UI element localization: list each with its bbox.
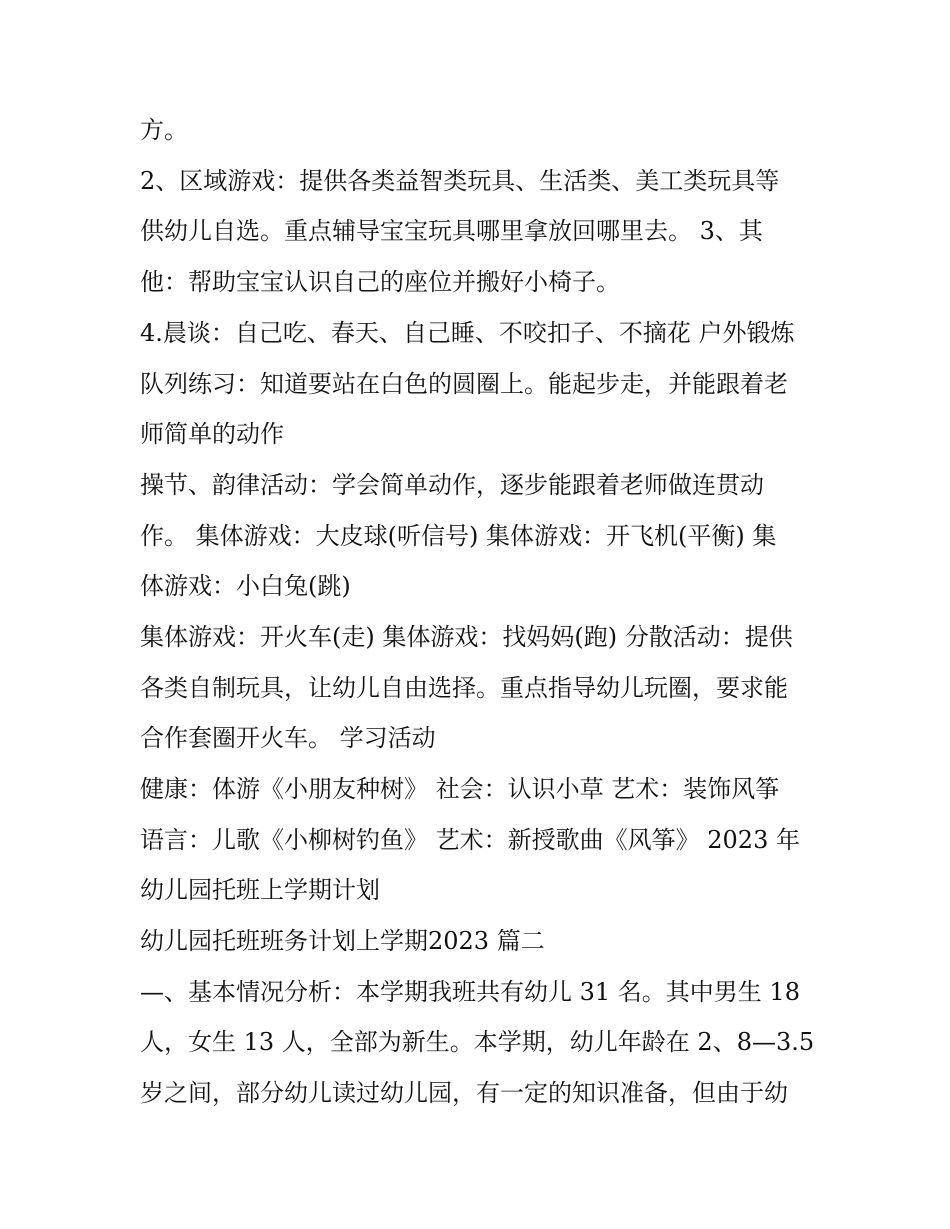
text-line: 集体游戏：开火车(走) 集体游戏：找妈妈(跑) 分散活动：提供 [140, 623, 793, 651]
text-line: 合作套圈开火车。 学习活动 [140, 724, 436, 752]
text-line: 队列练习：知道要站在白色的圆圈上。能起步走，并能跟着老 [140, 370, 788, 398]
text-line: 操节、韵律活动：学会简单动作，逐步能跟着老师做连贯动 [140, 471, 764, 499]
text-line: 师简单的动作 [140, 420, 284, 448]
text-line: 幼儿园托班上学期计划 [140, 876, 380, 904]
text-line: 语言：儿歌《小柳树钓鱼》 艺术：新授歌曲《风筝》 2023 年 [140, 826, 800, 854]
text-line: 2、区域游戏：提供各类益智类玩具、生活类、美工类玩具等 [140, 167, 780, 195]
text-line: 健康：体游《小朋友种树》 社会：认识小草 艺术：装饰风筝 [140, 775, 780, 803]
text-line: 体游戏：小白兔(跳) [140, 572, 351, 600]
text-line: 岁之间，部分幼儿读过幼儿园，有一定的知识准备，但由于幼 [140, 1079, 788, 1107]
text-line: 供幼儿自选。重点辅导宝宝玩具哪里拿放回哪里去。 3、其 [140, 217, 763, 245]
section-heading: 幼儿园托班班务计划上学期2023 篇二 [140, 927, 545, 955]
text-line: 人，女生 13 人，全部为新生。本学期，幼儿年龄在 2、8—3.5 [140, 1028, 815, 1056]
text-line: 方。 [140, 116, 188, 144]
text-line: 各类自制玩具，让幼儿自由选择。重点指导幼儿玩圈，要求能 [140, 674, 788, 702]
text-line: 作。 集体游戏：大皮球(听信号) 集体游戏：开飞机(平衡) 集 [140, 522, 777, 550]
text-line: 4.晨谈：自己吃、春天、自己睡、不咬扣子、不摘花 户外锻炼 [140, 319, 795, 347]
text-line: —、基本情况分析：本学期我班共有幼儿 31 名。其中男生 18 [140, 978, 800, 1006]
text-line: 他：帮助宝宝认识自己的座位并搬好小椅子。 [140, 268, 620, 296]
